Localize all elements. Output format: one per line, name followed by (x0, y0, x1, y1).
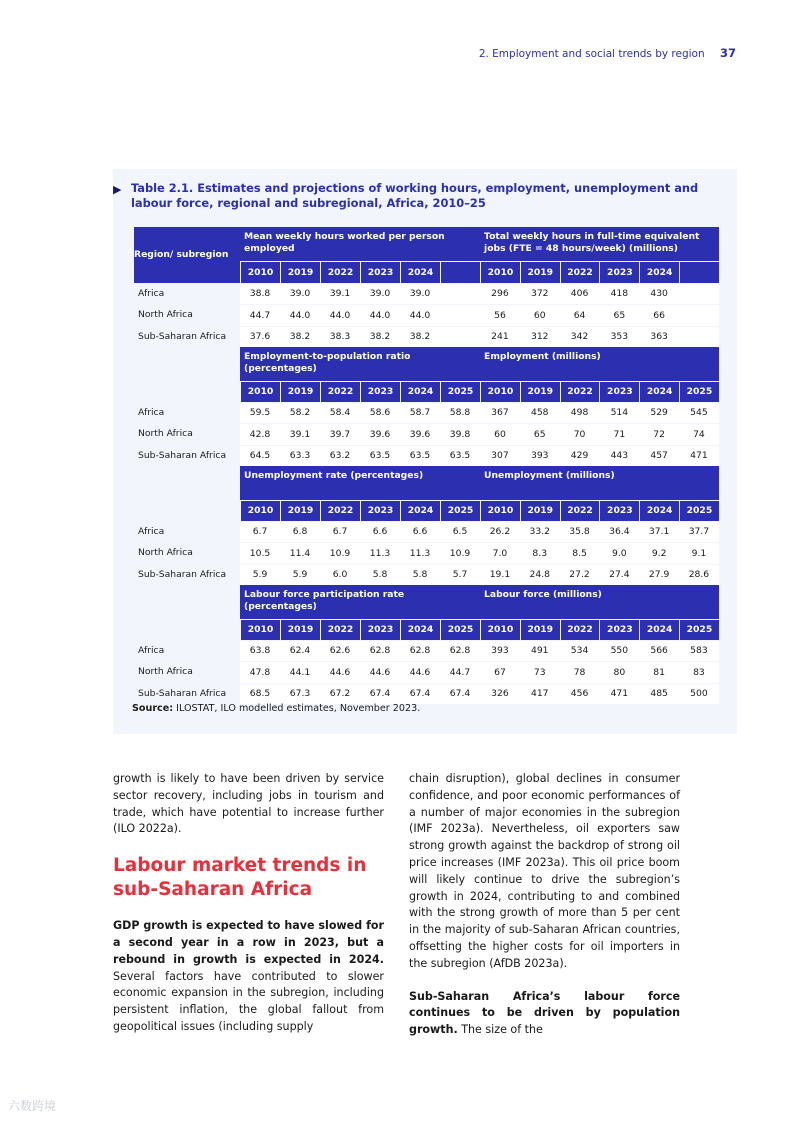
table-cell: 83 (679, 661, 719, 683)
table-cell: 363 (639, 326, 679, 348)
year-header: 2019 (520, 619, 560, 640)
table-cell: 44.6 (360, 661, 400, 683)
year-header: 2025 (440, 619, 480, 640)
table-cell: 8.5 (560, 542, 600, 564)
table-cell: 26.2 (480, 521, 520, 543)
table-cell: 393 (480, 640, 520, 662)
table-cell: 80 (599, 661, 639, 683)
block-header-row (134, 585, 719, 619)
row-label: North Africa (138, 428, 193, 440)
paragraph-text: Several factors have contributed to slower economic expansion in the subregion, including persistent inflation, the global fallout from geopolitical issues (including supply (113, 969, 384, 1033)
year-header-empty (679, 261, 719, 283)
year-header: 2022 (320, 619, 360, 640)
table-cell: 296 (480, 283, 520, 305)
block-header-row (134, 227, 719, 261)
header-spacer (134, 466, 240, 500)
table-cell: 429 (560, 445, 600, 467)
table-source (132, 703, 420, 714)
table-cell: 65 (599, 304, 639, 326)
table-cell: 6.6 (400, 521, 440, 543)
table-cell: 39.1 (280, 423, 320, 445)
table-cell: 6.8 (280, 521, 320, 543)
table-cell: 37.7 (679, 521, 719, 543)
year-header: 2019 (280, 500, 320, 521)
year-header: 2019 (280, 261, 320, 283)
table-cell: 534 (560, 640, 600, 662)
year-header: 2019 (520, 381, 560, 402)
year-header: 2025 (440, 500, 480, 521)
table-cell: 38.3 (320, 326, 360, 348)
row-label: North Africa (138, 666, 193, 678)
table-cell: 27.4 (599, 564, 639, 586)
table-cell: 59.5 (240, 402, 280, 424)
table-cell: 74 (679, 423, 719, 445)
year-header-row (134, 381, 719, 402)
table-cell-empty (679, 326, 719, 348)
table-cell: 62.8 (360, 640, 400, 662)
table-cell: 44.0 (280, 304, 320, 326)
table-cell: 471 (679, 445, 719, 467)
table-cell: 63.5 (400, 445, 440, 467)
year-header: 2024 (639, 619, 679, 640)
table-row (134, 661, 719, 683)
table-cell: 458 (520, 402, 560, 424)
table-cell: 78 (560, 661, 600, 683)
year-header: 2019 (520, 261, 560, 283)
header-spacer (134, 619, 240, 640)
table-cell: 58.2 (280, 402, 320, 424)
table-row (134, 683, 719, 705)
table-cell: 27.9 (639, 564, 679, 586)
table-cell: 64.5 (240, 445, 280, 467)
table-cell: 58.7 (400, 402, 440, 424)
year-header: 2022 (560, 500, 600, 521)
year-header: 2010 (480, 261, 520, 283)
table-cell: 491 (520, 640, 560, 662)
row-label: Sub-Saharan Africa (138, 568, 227, 580)
year-header: 2023 (360, 500, 400, 521)
year-header: 2022 (320, 261, 360, 283)
table-cell: 6.7 (240, 521, 280, 543)
region-header: Region/ subregion (134, 227, 240, 283)
table-cell: 471 (599, 683, 639, 705)
table-cell: 33.2 (520, 521, 560, 543)
year-header: 2023 (599, 619, 639, 640)
table-cell-empty (679, 283, 719, 305)
table-cell: 62.6 (320, 640, 360, 662)
table-cell: 342 (560, 326, 600, 348)
block-right-title: Unemployment (millions) (480, 466, 719, 500)
table-cell: 10.5 (240, 542, 280, 564)
year-header: 2010 (480, 500, 520, 521)
table-cell-empty (440, 304, 480, 326)
table-cell: 566 (639, 640, 679, 662)
table-cell: 44.0 (400, 304, 440, 326)
year-header: 2023 (599, 500, 639, 521)
row-label: Sub-Saharan Africa (138, 449, 227, 461)
table-cell: 73 (520, 661, 560, 683)
table-cell: 58.8 (440, 402, 480, 424)
table-cell: 67.4 (360, 683, 400, 705)
year-header: 2022 (560, 619, 600, 640)
table-cell: 6.7 (320, 521, 360, 543)
block-right-title: Employment (millions) (480, 347, 719, 381)
paragraph (113, 918, 384, 1036)
table-cell: 9.2 (639, 542, 679, 564)
header-spacer (134, 500, 240, 521)
row-label: Sub-Saharan Africa (138, 330, 227, 342)
table-cell: 62.8 (440, 640, 480, 662)
paragraph: growth is likely to have been driven by service sector recovery, including jobs in tourism and trade, which have potential to increase further (ILO 2022a). (113, 772, 384, 836)
year-header: 2024 (400, 619, 440, 640)
year-header: 2023 (360, 381, 400, 402)
table-cell: 5.8 (400, 564, 440, 586)
table-cell: 58.4 (320, 402, 360, 424)
row-label: Africa (138, 287, 165, 299)
year-header: 2023 (360, 619, 400, 640)
table-cell: 6.0 (320, 564, 360, 586)
table-cell: 5.9 (240, 564, 280, 586)
header-spacer (134, 347, 240, 381)
year-header: 2022 (560, 261, 600, 283)
table-cell: 63.8 (240, 640, 280, 662)
table-cell: 70 (560, 423, 600, 445)
table-cell-empty (440, 283, 480, 305)
table-cell: 5.7 (440, 564, 480, 586)
table-cell: 312 (520, 326, 560, 348)
block-header-row (134, 347, 719, 381)
table-cell: 35.8 (560, 521, 600, 543)
table-row (134, 304, 719, 326)
table-caption (113, 181, 713, 211)
table-cell: 44.7 (440, 661, 480, 683)
block-right-title: Labour force (millions) (480, 585, 719, 619)
year-header: 2025 (679, 500, 719, 521)
year-header: 2022 (320, 500, 360, 521)
block-header-row (134, 466, 719, 500)
table-cell: 39.0 (400, 283, 440, 305)
table-row (134, 564, 719, 586)
table-cell: 393 (520, 445, 560, 467)
table-cell: 67.4 (440, 683, 480, 705)
row-label: Africa (138, 644, 165, 656)
year-header: 2010 (480, 619, 520, 640)
table-cell: 44.6 (400, 661, 440, 683)
table-row (134, 326, 719, 348)
table-cell: 58.6 (360, 402, 400, 424)
table-cell: 457 (639, 445, 679, 467)
table-cell: 456 (560, 683, 600, 705)
table-cell: 56 (480, 304, 520, 326)
table-cell: 10.9 (440, 542, 480, 564)
table-cell: 64 (560, 304, 600, 326)
table-cell: 44.1 (280, 661, 320, 683)
row-label: North Africa (138, 547, 193, 559)
table-cell: 418 (599, 283, 639, 305)
year-header-empty (440, 261, 480, 283)
table-row (134, 445, 719, 467)
table-cell: 9.0 (599, 542, 639, 564)
table-cell: 44.0 (320, 304, 360, 326)
table-cell: 39.8 (440, 423, 480, 445)
table-cell: 11.3 (360, 542, 400, 564)
table-cell: 37.1 (639, 521, 679, 543)
table-cell: 39.0 (360, 283, 400, 305)
table-cell: 44.7 (240, 304, 280, 326)
table-row (134, 283, 719, 305)
year-header: 2019 (520, 500, 560, 521)
year-header: 2023 (360, 261, 400, 283)
paragraph-text: The size of the (457, 1023, 543, 1037)
table-cell: 39.0 (280, 283, 320, 305)
table-cell: 514 (599, 402, 639, 424)
year-header: 2022 (560, 381, 600, 402)
table-cell: 60 (520, 304, 560, 326)
table-cell: 24.8 (520, 564, 560, 586)
table-cell: 6.6 (360, 521, 400, 543)
table-cell: 67.2 (320, 683, 360, 705)
year-header: 2010 (240, 619, 280, 640)
table-cell: 63.5 (360, 445, 400, 467)
table-cell: 353 (599, 326, 639, 348)
table-cell: 5.8 (360, 564, 400, 586)
table-cell: 44.0 (360, 304, 400, 326)
year-header-row (134, 619, 719, 640)
table-cell: 326 (480, 683, 520, 705)
year-header: 2023 (599, 261, 639, 283)
table-row (134, 521, 719, 543)
table-cell: 39.7 (320, 423, 360, 445)
year-header: 2010 (240, 261, 280, 283)
running-head-section: 2. Employment and social trends by region (478, 48, 705, 60)
block-left-title: Employment-to-population ratio (percentages) (240, 347, 480, 381)
watermark: 六数跨境 (8, 1099, 57, 1113)
table-cell: 62.8 (400, 640, 440, 662)
table-cell: 485 (639, 683, 679, 705)
header-spacer (134, 585, 240, 619)
table-row (134, 402, 719, 424)
table-cell: 430 (639, 283, 679, 305)
table-row (134, 542, 719, 564)
year-header: 2024 (400, 381, 440, 402)
table-cell: 47.8 (240, 661, 280, 683)
table-cell: 417 (520, 683, 560, 705)
block-left-title: Unemployment rate (percentages) (240, 466, 480, 500)
table-cell: 67.3 (280, 683, 320, 705)
table-cell: 39.6 (400, 423, 440, 445)
year-header: 2010 (240, 381, 280, 402)
table-cell: 11.4 (280, 542, 320, 564)
table-cell: 38.2 (400, 326, 440, 348)
table-cell: 72 (639, 423, 679, 445)
source-text: ILOSTAT, ILO modelled estimates, November 2023. (173, 703, 421, 714)
table-cell: 67 (480, 661, 520, 683)
year-header: 2023 (599, 381, 639, 402)
table-cell: 38.2 (280, 326, 320, 348)
paragraph-lead: GDP growth is expected to have slowed for a second year in a row in 2023, but a rebound in growth is expected in 2024. (113, 919, 384, 966)
year-header: 2019 (280, 619, 320, 640)
caption-arrow-icon: ▶ (113, 183, 122, 196)
table-cell: 71 (599, 423, 639, 445)
table-cell: 63.2 (320, 445, 360, 467)
year-header: 2022 (320, 381, 360, 402)
table-cell: 60 (480, 423, 520, 445)
table-cell: 9.1 (679, 542, 719, 564)
row-label: Africa (138, 525, 165, 537)
table-cell: 5.9 (280, 564, 320, 586)
year-header-row (134, 500, 719, 521)
table-cell: 7.0 (480, 542, 520, 564)
table-cell: 307 (480, 445, 520, 467)
table-cell: 36.4 (599, 521, 639, 543)
table-cell: 63.5 (440, 445, 480, 467)
table-cell-empty (440, 326, 480, 348)
table-cell: 583 (679, 640, 719, 662)
year-header: 2024 (400, 261, 440, 283)
table-cell: 367 (480, 402, 520, 424)
table-cell: 500 (679, 683, 719, 705)
year-header: 2024 (639, 261, 679, 283)
year-header: 2025 (679, 381, 719, 402)
table-cell: 37.6 (240, 326, 280, 348)
year-header: 2024 (400, 500, 440, 521)
running-head (479, 46, 736, 60)
paragraph: chain disruption), global declines in consumer confidence, and poor economic performances of a number of major economies in the subregion (IMF 2023a). Nevertheless, oil exporters saw strong growth against the backdrop of strong oil price increases (IMF 2023a). This oil price boom will likely continue to drive the subregion’s growth in 2024, contributing to and combined with the strong growth of more than 5 per cent in the majority of sub-Saharan African countries, offsetting the higher costs for oil importers in the subregion (AfDB 2023a). (409, 772, 680, 970)
table-cell: 81 (639, 661, 679, 683)
table-row (134, 640, 719, 662)
block-left-title: Mean weekly hours worked per person employed (240, 227, 480, 261)
page-number: 37 (719, 46, 736, 60)
source-label: Source: (132, 703, 174, 714)
table-cell: 63.3 (280, 445, 320, 467)
table-cell: 529 (639, 402, 679, 424)
table-cell: 406 (560, 283, 600, 305)
table-cell: 67.4 (400, 683, 440, 705)
table-cell: 39.1 (320, 283, 360, 305)
year-header: 2025 (679, 619, 719, 640)
table-cell: 545 (679, 402, 719, 424)
table-cell: 10.9 (320, 542, 360, 564)
row-label: Sub-Saharan Africa (138, 687, 227, 699)
body-column-right (409, 771, 680, 1055)
year-header: 2010 (480, 381, 520, 402)
table-cell-empty (679, 304, 719, 326)
table-panel (113, 169, 737, 734)
table-cell: 28.6 (679, 564, 719, 586)
table-cell: 27.2 (560, 564, 600, 586)
year-header: 2024 (639, 381, 679, 402)
table-cell: 241 (480, 326, 520, 348)
row-label: North Africa (138, 309, 193, 321)
block-left-title: Labour force participation rate (percentages) (240, 585, 480, 619)
row-label: Africa (138, 406, 165, 418)
section-heading: Labour market trends in sub-Saharan Africa (113, 855, 367, 901)
table-cell: 372 (520, 283, 560, 305)
table-cell: 8.3 (520, 542, 560, 564)
table-cell: 62.4 (280, 640, 320, 662)
paragraph (409, 989, 680, 1039)
table-cell: 42.8 (240, 423, 280, 445)
table-cell: 498 (560, 402, 600, 424)
block-right-title: Total weekly hours in full-time equivalent jobs (FTE = 48 hours/week) (millions) (480, 227, 719, 261)
table-cell: 19.1 (480, 564, 520, 586)
year-header: 2010 (240, 500, 280, 521)
table-cell: 38.2 (360, 326, 400, 348)
table-cell: 11.3 (400, 542, 440, 564)
table-cell: 44.6 (320, 661, 360, 683)
table-caption-text: Table 2.1. Estimates and projections of working hours, employment, unemployment and labour force, regional and subregional, Africa, 2010–25 (131, 181, 699, 210)
table-cell: 443 (599, 445, 639, 467)
year-header: 2025 (440, 381, 480, 402)
year-header: 2024 (639, 500, 679, 521)
header-spacer (134, 381, 240, 402)
paragraph-lead: Sub-Saharan Africa’s labour force continues to be driven by population growth. (409, 989, 680, 1037)
table-cell: 65 (520, 423, 560, 445)
body-column-left (113, 771, 384, 1052)
table-cell: 6.5 (440, 521, 480, 543)
table-row (134, 423, 719, 445)
table-cell: 66 (639, 304, 679, 326)
table-cell: 550 (599, 640, 639, 662)
table-cell: 39.6 (360, 423, 400, 445)
data-table (134, 227, 719, 704)
table-cell: 68.5 (240, 683, 280, 705)
table-cell: 38.8 (240, 283, 280, 305)
year-header: 2019 (280, 381, 320, 402)
